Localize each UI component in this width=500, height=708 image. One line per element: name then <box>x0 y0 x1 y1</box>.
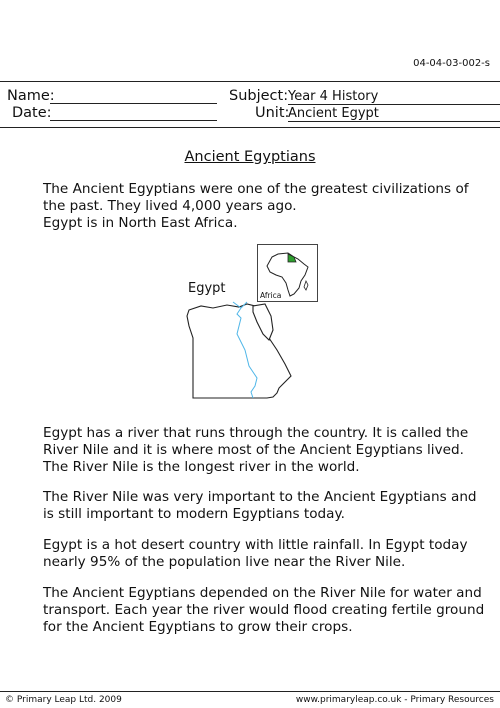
unit-value: Ancient Egypt <box>288 106 379 121</box>
intro-line: The Ancient Egyptians were one of the greatest civilizations of <box>43 181 469 197</box>
paragraph-line: Egypt has a river that runs through the country. It is called the <box>43 425 469 441</box>
paragraph-line: The River Nile was very important to the Ancient Egyptians and <box>43 489 477 505</box>
subject-label: Subject: <box>229 88 289 104</box>
worksheet-code: 04-04-03-002-s <box>413 58 490 69</box>
page-title: Ancient Egyptians <box>184 149 316 165</box>
intro-paragraph <box>43 181 483 232</box>
header-top-rule <box>0 81 500 82</box>
paragraph-desert <box>43 537 483 571</box>
date-label: Date: <box>12 105 52 121</box>
paragraph-line: nearly 95% of the population live near the River Nile. <box>43 554 406 570</box>
subject-value: Year 4 History <box>288 89 379 104</box>
paragraph-line: Egypt is a hot desert country with little rainfall. In Egypt today <box>43 537 468 553</box>
paragraph-line: River Nile and it is where most of the Ancient Egyptians lived. <box>43 442 464 458</box>
paragraph-importance <box>43 489 483 523</box>
subject-field[interactable] <box>288 89 500 105</box>
paragraph-flood <box>43 585 483 636</box>
paragraph-line: is still important to modern Egyptians today. <box>43 506 345 522</box>
africa-inset <box>257 244 318 302</box>
paragraph-line: for the Ancient Egyptians to grow their crops. <box>43 619 353 635</box>
egypt-map-label: Egypt <box>188 281 226 296</box>
intro-line: the past. They lived 4,000 years ago. <box>43 198 297 214</box>
unit-field[interactable] <box>288 106 500 122</box>
footer-rule <box>0 691 500 692</box>
africa-label: Africa <box>260 291 282 300</box>
name-field-line[interactable] <box>50 103 217 104</box>
footer-copyright: © Primary Leap Ltd. 2009 <box>5 695 122 705</box>
name-label: Name: <box>7 88 55 104</box>
paragraph-line: The Ancient Egyptians depended on the River Nile for water and <box>43 585 482 601</box>
date-field-line[interactable] <box>50 120 217 121</box>
header-bottom-rule <box>0 127 500 128</box>
intro-line: Egypt is in North East Africa. <box>43 215 238 231</box>
footer-website: www.primaryleap.co.uk - Primary Resources <box>295 695 494 705</box>
paragraph-river <box>43 425 483 476</box>
paragraph-line: transport. Each year the river would flood creating fertile ground <box>43 602 485 618</box>
paragraph-line: The River Nile is the longest river in the world. <box>43 459 360 475</box>
egypt-map-icon <box>183 298 293 404</box>
unit-label: Unit: <box>255 105 290 121</box>
